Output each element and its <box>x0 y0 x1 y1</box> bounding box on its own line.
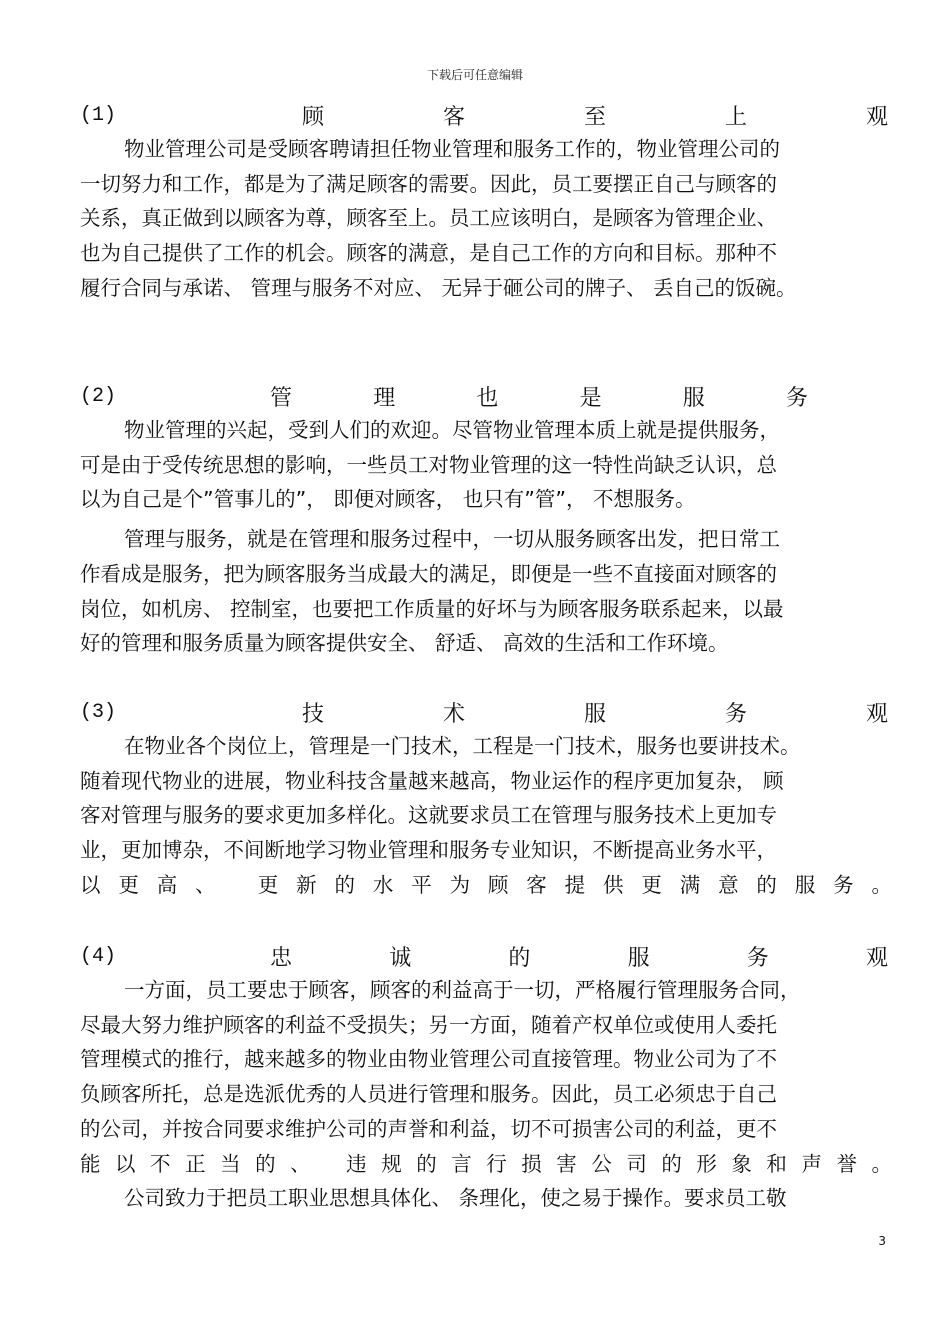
section-number: (1) <box>80 103 117 127</box>
section-number: (3) <box>80 700 117 724</box>
paragraph-line: 以更高、 更新的水平为顾客提供更满意的服务。 <box>80 872 892 897</box>
paragraph-line: 业，更加博杂，不间断地学习物业管理和服务专业知识，不断提高业务水平， <box>80 838 777 863</box>
paragraph-line: 一方面，员工要忠于顾客，顾客的利益高于一切，严格履行管理服务合同， <box>124 978 801 1002</box>
section-4 <box>80 940 892 1216</box>
section-body <box>80 973 892 1216</box>
section-heading <box>80 99 892 131</box>
paragraph-line: 以为自己是个”管事儿的”， 即便对顾客， 也只有”管”， 不想服务。 <box>80 487 696 512</box>
section-title: 技 术 服 务 观 <box>302 701 888 727</box>
paragraph-line: 岗位，如机房、 控制室，也要把工作质量的好坏与为顾客服务联系起来，以最 <box>80 596 784 621</box>
section-number: (4) <box>80 944 117 968</box>
paragraph-line: 负顾客所托，总是选派优秀的人员进行管理和服务。因此，员工必须忠于自己 <box>80 1082 777 1107</box>
paragraph-line: 公司致力于把员工职业思想具体化、 条理化，使之易于操作。要求员工敬 <box>124 1186 787 1211</box>
paragraph-line: 作看成是服务，把为顾客服务当成最大的满足，即便是一些不直接面对顾客的 <box>80 561 777 586</box>
paragraph-line: 管理与服务，就是在管理和服务过程中，一切从服务顾客出发，把日常工 <box>124 527 780 552</box>
section-body <box>80 729 892 903</box>
paragraph-line: 尽最大努力维护顾客的利益不受损失；另一方面，随着产权单位或使用人委托 <box>80 1012 777 1037</box>
section-title: 忠 诚 的 服 务 观 <box>270 945 888 971</box>
section-title: 顾 客 至 上 观 <box>302 104 888 130</box>
section-title: 管 理 也 是 服 务 <box>270 385 808 411</box>
section-heading <box>80 380 892 412</box>
section-2 <box>80 380 892 661</box>
paragraph-line: 在物业各个岗位上，管理是一门技术，工程是一门技术，服务也要讲技术。 <box>124 734 801 758</box>
paragraph-line: 客对管理与服务的要求更加多样化。这就要求员工在管理与服务技术上更加专 <box>80 803 777 828</box>
section-3 <box>80 696 892 903</box>
paragraph-line: 履行合同与承诺、 管理与服务不对应、 无异于砸公司的牌子、 丢自己的饭碗。 <box>80 275 797 300</box>
paragraph-line: 的公司，并按合同要求维护公司的声誉和利益，切不可损害公司的利益，更不 <box>80 1116 777 1141</box>
paragraph-line: 也为自己提供了工作的机会。顾客的满意，是自己工作的方向和目标。那种不 <box>80 241 777 266</box>
header-note: 下载后可任意编辑 <box>426 68 523 82</box>
paragraph-line: 能以不正当的、 违规的言行损害公司的形象和声誉。 <box>80 1151 892 1176</box>
paragraph-line: 物业管理公司是受顾客聘请担任物业管理和服务工作的，物业管理公司的 <box>124 137 780 161</box>
paragraph-line: 管理模式的推行，越来越多的物业由物业管理公司直接管理。物业公司为了不 <box>80 1047 777 1072</box>
paragraph-line: 可是由于受传统思想的影响，一些员工对物业管理的这一特性尚缺乏认识，总 <box>80 452 777 477</box>
section-number: (2) <box>80 384 117 408</box>
paragraph-line: 好的管理和服务质量为顾客提供安全、 舒适、 高效的生活和工作环境。 <box>80 631 729 656</box>
paragraph-line: 关系，真正做到以顾客为尊，顾客至上。员工应该明白，是顾客为管理企业、 <box>80 206 777 231</box>
section-1 <box>80 99 892 306</box>
page-number: 3 <box>878 1234 886 1248</box>
paragraph-line: 随着现代物业的进展，物业科技含量越来越高，物业运作的程序更加复杂， 顾 <box>80 768 784 793</box>
section-heading <box>80 696 892 728</box>
section-body <box>80 413 892 661</box>
section-heading <box>80 940 892 972</box>
section-body <box>80 132 892 306</box>
paragraph-line: 物业管理的兴起，受到人们的欢迎。尽管物业管理本质上就是提供服务， <box>124 418 780 442</box>
paragraph-line: 一切努力和工作，都是为了满足顾客的需要。因此，员工要摆正自己与顾客的 <box>80 171 777 196</box>
